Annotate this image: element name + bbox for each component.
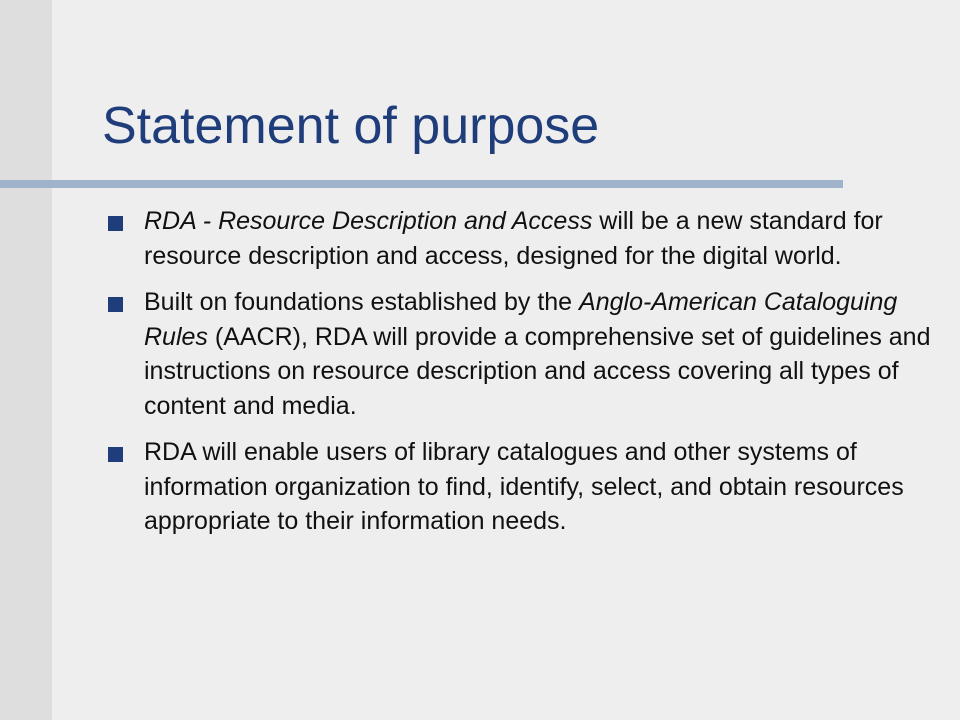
bullet-item <box>108 285 940 423</box>
square-bullet-icon <box>108 297 123 312</box>
bullet-text: Built on foundations established by the <box>144 288 580 316</box>
bullet-list <box>108 204 940 551</box>
bullet-text: RDA will enable users of library catalogues and other systems of information organization to find, identify, select, and obtain resources appropriate to their information needs. <box>144 438 904 535</box>
bullet-item <box>108 204 940 273</box>
bullet-text: (AACR), RDA will provide a comprehensive set of guidelines and instructions on resource description and access covering all types of content and media. <box>144 322 931 420</box>
title-rule <box>0 180 843 188</box>
bullet-text-italic: RDA - Resource Description and Access <box>144 207 593 235</box>
bullet-item <box>108 435 940 539</box>
bullet-text: will be a new standard for resource description and access, designed for the digital world. <box>144 207 883 270</box>
square-bullet-icon <box>108 447 123 462</box>
slide-title: Statement of purpose <box>102 97 600 155</box>
square-bullet-icon <box>108 216 123 231</box>
bullet-text-italic: Anglo-American Cataloguing Rules <box>144 288 898 351</box>
left-band <box>0 0 52 720</box>
